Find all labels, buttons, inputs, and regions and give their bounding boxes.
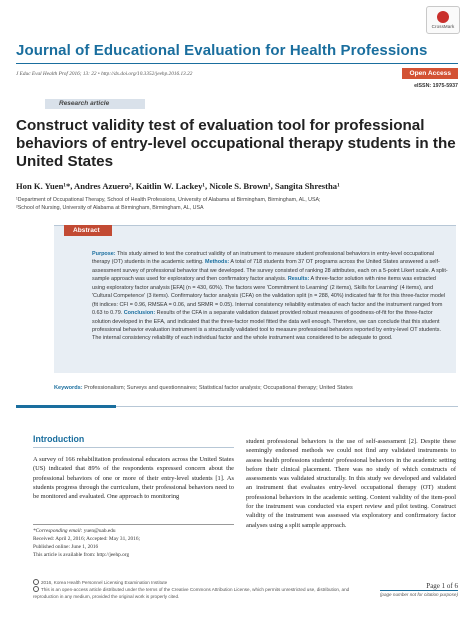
open-access-badge: Open Access	[402, 68, 458, 79]
copyright-text: 2016, Korea Health Personnel Licensing Examination Institute	[41, 580, 168, 585]
license-line	[33, 586, 363, 600]
received-dates: Received: April 2, 2016; Accepted: May 31, 2016;	[33, 535, 140, 542]
keywords-text: Professionalism; Surveys and questionnaires; Statistical factor analysis; Occupational therapy; United States	[82, 385, 353, 391]
eissn-label: eISSN: 1975-5937	[414, 83, 458, 89]
introduction-left-column: A survey of 166 rehabilitation professional educators across the United States (US) indicated that 89% of the respondents expressed concern about the professional behaviors of one or more of their entry-level students [1]. As students progress through the curriculum, their professional behaviors need to be monitored and evaluated. One approach to monitoring	[33, 456, 234, 501]
crossmark-label: CrossMark	[431, 24, 455, 29]
abstract-box	[54, 225, 456, 373]
author-list: Hon K. Yuen¹*, Andres Azuero², Kaitlin W. Lackey¹, Nicole S. Brown¹, Sangita Shrestha¹	[16, 181, 340, 191]
affiliation-1: ¹Department of Occupational Therapy, School of Health Professions, University of Alabama at Birmingham, Birmingham, AL, USA;	[16, 197, 321, 203]
section-divider-accent	[16, 405, 116, 408]
creative-commons-icon	[33, 586, 39, 592]
affiliation-2: ²School of Nursing, University of Alabama at Birmingham, Birmingham, AL, USA	[16, 205, 204, 212]
crossmark-badge[interactable]	[426, 6, 460, 34]
methods-text: A total of 718 students from 37 OT programs across the United States answered a self-assessment survey of professional behavior that we developed. The survey consisted of ranking 28 attributes, each on a 5-point Likert scale. A split-sample approach was used for exploratory and then confirmatory factor analysis.	[92, 259, 448, 283]
availability-note: This article is available from: http://jeehp.org	[33, 551, 130, 558]
introduction-heading: Introduction	[33, 434, 85, 444]
affiliations	[16, 196, 456, 212]
introduction-rule	[33, 447, 234, 448]
conclusion-text: Results of the CFA in a separate validation dataset provided robust measures of goodness-of-fit for the three-factor solution developed in the EFA, and indicated that the three-factor model fitted the data well enough. Therefore, we can conclude that this student professional behavior evaluation instrument is a structurally validated tool to measure professional behaviors reported by entry-level OT students. The internal consistency reliability of each individual factor and the whole instrument was considered to be adequate to good.	[92, 310, 441, 342]
methods-label: Methods:	[205, 259, 230, 266]
conclusion-label: Conclusion:	[123, 310, 156, 317]
corresponding-email-value[interactable]: yuen@uab.edu	[82, 528, 116, 534]
article-title: Construct validity test of evaluation tool for professional behaviors of entry-level occupational therapy students in the United States	[16, 117, 456, 171]
header-divider	[16, 63, 458, 64]
results-text: A three-factor solution with nine items was extracted using exploratory factor analysis [EFA] (n = 430, 60%). The factors were 'Commitment to Learning' (2 items), Skills for Learning' (4 items), and 'Cultural Competence' (3 items). Confirmatory factor analysis (CFA) on the validation split (n = 288, 40%) indicated fair fit for this three-factor model (fit indices: CFI = 0.96, RMSEA = 0.06, and SRMR = 0.05). Internal consistency reliability estimates of each factor and the instrument ranged from 0.63 to 0.79.	[92, 276, 446, 317]
copyright-icon	[33, 579, 39, 585]
citation-line: J Educ Eval Health Prof 2016; 13: 22 • http://dx.doi.org/10.3352/jeehp.2016.13.22	[16, 71, 193, 77]
footer-divider	[380, 590, 458, 591]
crossmark-icon	[437, 11, 449, 23]
corresponding-email	[33, 528, 234, 536]
license-text: This is an open-access article distributed under the terms of the Creative Commons Attribution License, which permits unrestricted use, distribution, and reproduction in any medium, provided the original work is properly cited.	[33, 587, 350, 600]
keywords	[54, 385, 456, 393]
corresponding-email-label: *Corresponding email:	[33, 528, 83, 534]
copyright-line	[33, 579, 363, 586]
page-number: Page 1 of 6	[426, 582, 458, 590]
page-note: (page number not for citation purpose)	[379, 592, 458, 597]
journal-title: Journal of Educational Evaluation for Health Professions	[16, 42, 428, 59]
results-label: Results:	[287, 276, 310, 283]
published-date: Published online: June 1, 2016	[33, 543, 99, 550]
copyright-block	[33, 579, 363, 600]
purpose-text: This study aimed to test the construct validity of an instrument to measure student professional behaviors in entry-level occupational therapy (OT) students in the academic setting.	[92, 251, 435, 266]
purpose-label: Purpose:	[92, 251, 116, 257]
article-type-label: Research article	[45, 99, 145, 109]
introduction-right-column: student professional behaviors is the use of self-assessment [2]. Despite these seemingly endorsed methods we could not find any validated instruments to assess health professions students' professional behaviors in the academic setting before their clinical placement. There was no study of which constructs of assessments was validated structurally. In this study we developed and validated an instrument that evaluates entry-level occupational therapy (OT) student professional behaviors in the academic setting. Content validity of the item-pool for the instrument was conducted via expert review and pilot testing. Construct validity of the instrument was assessed via exploratory and confirmatory factor analyses using a split sample approach.	[246, 438, 456, 529]
keywords-label: Keywords:	[54, 385, 83, 391]
abstract-label: Abstract	[64, 225, 112, 236]
abstract-body	[92, 250, 448, 343]
correspondence-block	[33, 524, 234, 560]
